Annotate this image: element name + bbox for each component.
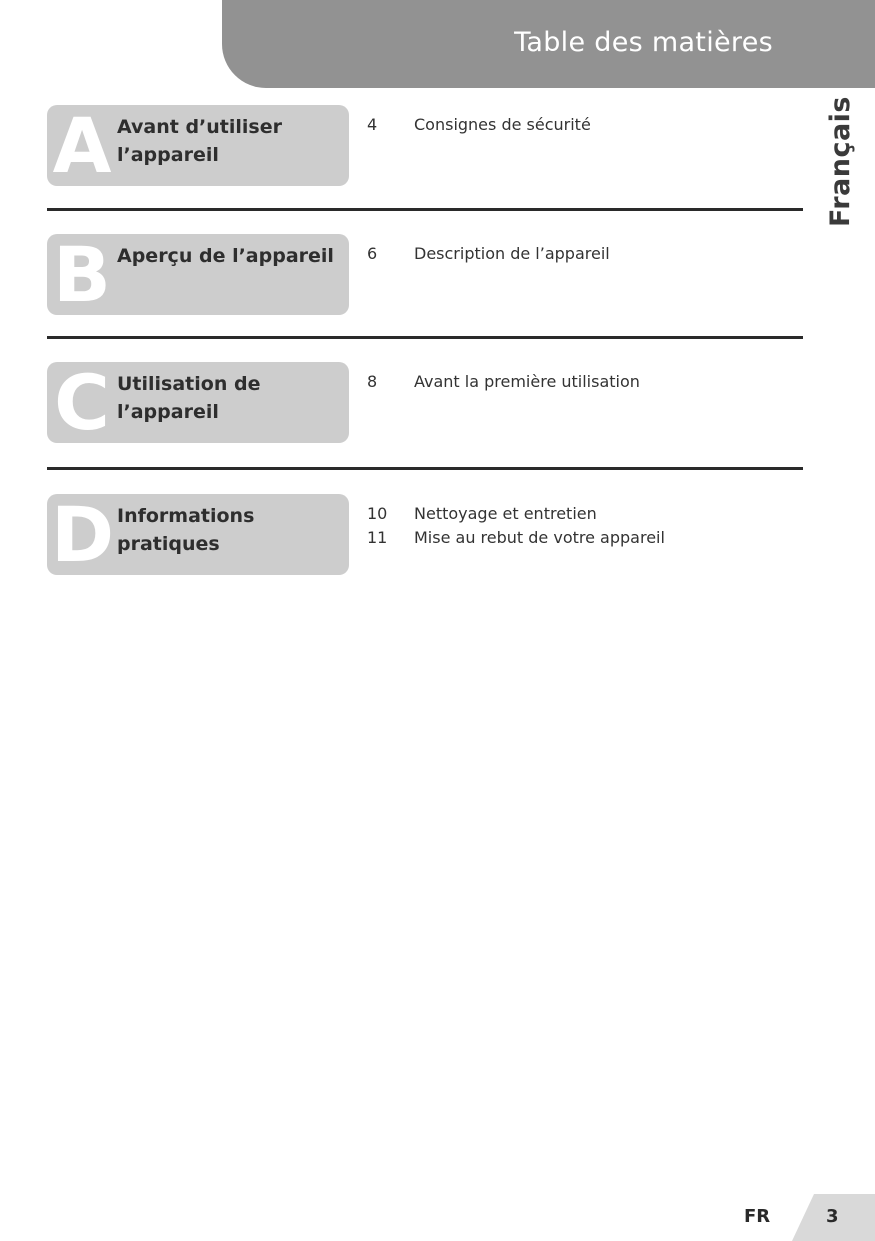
toc-entry[interactable] (367, 113, 591, 137)
toc-entry-label: Description de l’appareil (414, 244, 610, 263)
section-box (47, 362, 349, 443)
section-letter: C (54, 362, 110, 443)
section-title: Informations pratiques (117, 505, 255, 555)
section-box (47, 234, 349, 315)
section-title: Avant d’utiliser l’appareil (117, 116, 282, 166)
toc-entry[interactable] (367, 370, 640, 394)
toc-entry-list (367, 502, 665, 550)
toc-entry-list (367, 113, 591, 137)
toc-entry-page: 10 (367, 504, 388, 523)
toc-entry-label: Mise au rebut de votre appareil (414, 528, 665, 547)
footer-page-number: 3 (826, 1206, 839, 1227)
section-divider (47, 208, 803, 211)
toc-entry-page: 4 (367, 115, 378, 134)
toc-entry-page: 8 (367, 372, 378, 391)
section-divider (47, 336, 803, 339)
toc-entry-list (367, 242, 610, 266)
toc-entry[interactable] (367, 502, 665, 526)
section-divider (47, 467, 803, 470)
toc-entry-label: Consignes de sécurité (414, 115, 591, 134)
language-side-label (823, 95, 859, 227)
toc-entry-label: Avant la première utilisation (414, 372, 640, 391)
section-box (47, 105, 349, 186)
section-letter: B (53, 234, 111, 315)
toc-entry-page: 11 (367, 528, 388, 547)
language-side-text: Français (825, 95, 857, 227)
toc-entry[interactable] (367, 242, 610, 266)
toc-entry[interactable] (367, 526, 665, 550)
section-box (47, 494, 349, 575)
toc-entry-list (367, 370, 640, 394)
page-title: Table des matières (514, 27, 773, 58)
section-letter: A (52, 105, 112, 186)
section-letter: D (51, 494, 115, 575)
section-title: Aperçu de l’appareil (117, 245, 334, 267)
toc-entry-label: Nettoyage et entretien (414, 504, 597, 523)
section-title: Utilisation de l’appareil (117, 373, 261, 423)
footer-language-code: FR (744, 1206, 771, 1227)
header-tab (222, 0, 875, 88)
toc-entry-page: 6 (367, 244, 378, 263)
